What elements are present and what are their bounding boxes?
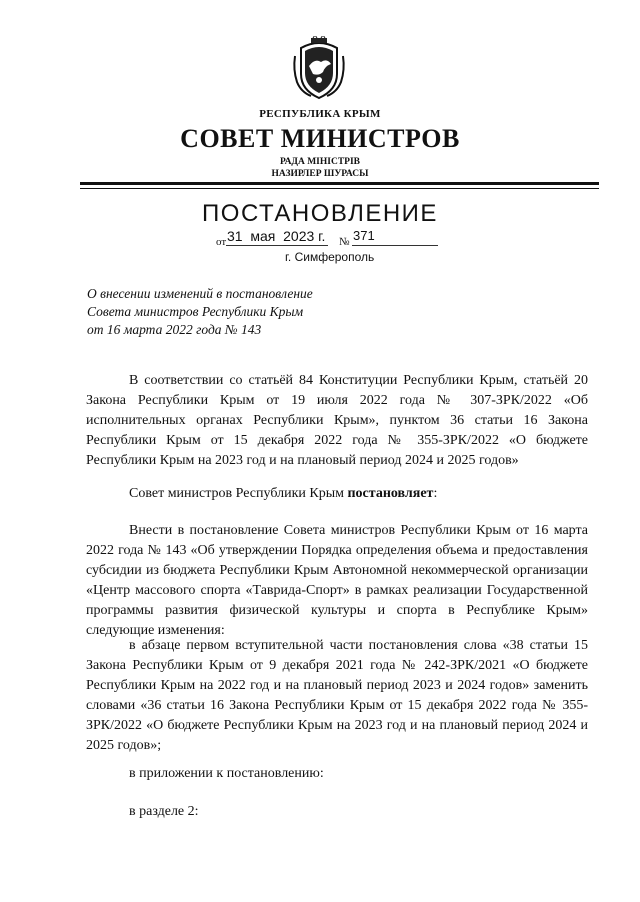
preamble-paragraph: В соответствии со статьёй 84 Конституции Республики Крым, статьёй 20 Закона Республики Крым от 19 июля 2022 года № 307-ЗРК/2022 «Об исполнительных органах Республики Крым», пунктом 36 статьи 16 Закона Республики Крым от 15 декабря 2022 года № 355-ЗРК/2022 «О бюджете Республики Крым на 2023 год и на плановый период 2024 и 2025 годов» bbox=[86, 373, 588, 468]
document-number: 371 bbox=[353, 228, 375, 243]
number-prefix: № bbox=[339, 236, 350, 248]
subject-line: Совета министров Республики Крым bbox=[87, 304, 304, 319]
resolution-colon: : bbox=[433, 486, 438, 501]
date-prefix: от bbox=[216, 236, 227, 248]
document-title: ПОСТАНОВЛЕНИЕ bbox=[202, 200, 438, 227]
appendix-paragraph: в приложении к постановлению: bbox=[129, 766, 324, 781]
resolution-text: Совет министров Республики Крым bbox=[129, 486, 348, 501]
header-divider-thin bbox=[80, 188, 599, 189]
republic-name: РЕСПУБЛИКА КРЫМ bbox=[259, 108, 381, 120]
council-name: СОВЕТ МИНИСТРОВ bbox=[180, 124, 460, 153]
document-date: 31 мая 2023 г. bbox=[227, 228, 326, 244]
resolution-paragraph bbox=[129, 484, 589, 504]
council-name-crimean-tatar: НАЗИРЛЕР ШУРАСЫ bbox=[271, 169, 369, 179]
resolution-verb: постановляет bbox=[347, 486, 434, 501]
section-paragraph: в разделе 2: bbox=[129, 804, 199, 819]
council-name-ukrainian: РАДА МІНІСТРІВ bbox=[279, 157, 360, 167]
subject-line: О внесении изменений в постановление bbox=[87, 286, 313, 301]
date-underline bbox=[226, 245, 328, 246]
header-divider-thick bbox=[80, 182, 599, 185]
amendment-paragraph: Внести в постановление Совета министров Республики Крым от 16 марта 2022 года № 143 «Об утверждении Порядка определения объема и предоставления субсидии из бюджета Республики Крым Автономной некоммерческой организации «Центр массового спорта «Таврида-Спорт» в рамках реализации Государственной программы развития физической культуры и спорта в Республике Крым» следующие изменения: bbox=[86, 523, 588, 638]
document-subject bbox=[87, 285, 313, 339]
number-underline bbox=[352, 245, 438, 246]
coat-of-arms-icon bbox=[291, 36, 347, 100]
document-city: г. Симферополь bbox=[285, 250, 375, 264]
amendment-item-paragraph: в абзаце первом вступительной части постановления слова «38 статьи 15 Закона Республики Крым от 9 декабря 2021 года № 242-ЗРК/2021 «О бюджете Республики Крым на 2022 год и на плановый период 2023 и 2024 годов» заменить словами «36 статьи 16 Закона Республики Крым от 15 декабря 2022 года № 355-ЗРК/2022 «О бюджете Республики Крым на 2023 год и на плановый период 2024 и 2025 годов»; bbox=[86, 638, 588, 753]
subject-line: от 16 марта 2022 года № 143 bbox=[87, 322, 262, 337]
